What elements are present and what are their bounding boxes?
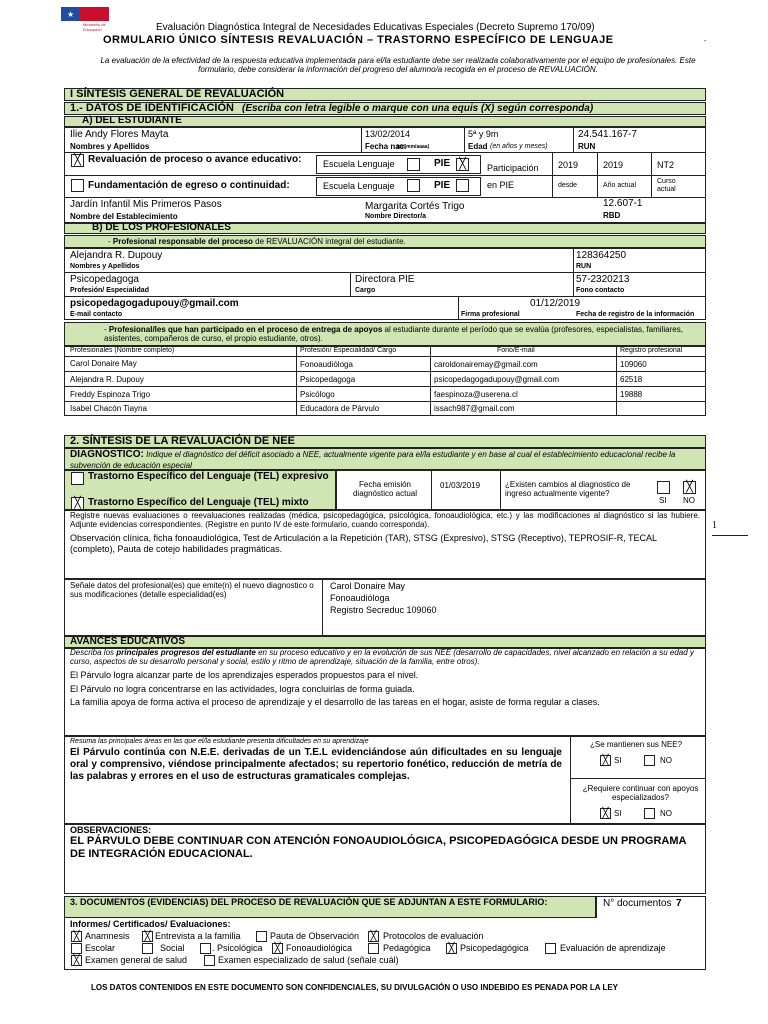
doc-checkbox-escolar[interactable]	[71, 943, 82, 954]
form-title: ORMULARIO ÚNICO SÍNTESIS REVALUACIÓN – TRASTORNO ESPECÍFICO DE LENGUAJE	[103, 34, 614, 46]
doc-checkbox-entrevista[interactable]: ╳	[142, 931, 153, 942]
tel-expresivo-label: Trastorno Específico del Lenguaje (TEL) expresivo	[88, 471, 329, 482]
support-si-checkbox[interactable]: ╳	[600, 808, 611, 819]
changes-question: ¿Existen cambios al diagnostico de ingreso actualmente vigente?	[505, 480, 631, 499]
doc-label-psicopedagogica: Psicopedagógica	[460, 943, 529, 953]
progress-description: Describa los principales progresos del estudiante en su proceso educativo y en la evolución de sus NEE (desarrollo de capacidades, nivel alcanzado en relación a su edad y curso, aspectos de su desarrollo personal y social, estilo y ritmo de aprendizaje, situación de la familia, entre otros).	[70, 648, 694, 667]
doc-label-social: Social	[160, 943, 185, 953]
identification-hint: (Escriba con letra legible o marque con una equis (X) según corresponda)	[242, 103, 594, 114]
table-row-registry: 62518	[620, 375, 643, 384]
prof-run: 128364250	[576, 250, 627, 261]
prof-signature-label: Firma profesional	[461, 311, 520, 318]
diagnosis-date-label: Fecha emisión diagnóstico actual	[352, 480, 418, 499]
prof-email: psicopedagogadupouy@gmail.com	[70, 298, 239, 309]
prof-date: 01/12/2019	[530, 298, 581, 309]
nee-maintained-si-label: SI	[614, 756, 622, 765]
nee-maintained-no-label: NO	[660, 756, 672, 765]
school-label: Nombre del Establecimiento	[70, 212, 178, 221]
doc-label-evaluacion: Evaluación de aprendizaje	[560, 943, 666, 953]
tel-mixto-checkbox[interactable]: ╳	[71, 497, 84, 510]
nee-maintained-si-checkbox[interactable]: ╳	[600, 755, 611, 766]
desde-year: 2019	[558, 160, 579, 170]
table-row-registry: 109060	[620, 360, 647, 369]
col-header-name: Profesionales (Nombre completo)	[70, 347, 175, 354]
prof-email-label: E-mail contacto	[70, 311, 123, 318]
table-row-profession: Educadora de Párvulo	[300, 404, 380, 413]
doc-checkbox-social[interactable]	[142, 943, 153, 954]
fundamentacion-label: Fundamentación de egreso o continuidad:	[88, 180, 290, 191]
changes-no-checkbox[interactable]: ╳	[683, 481, 696, 494]
student-age-label: Edad	[468, 142, 488, 151]
doc-checkbox-evaluacion[interactable]	[545, 943, 556, 954]
prof-run-label: RUN	[576, 263, 592, 270]
identification-title: 1.- DATOS DE IDENTIFICACIÓN	[70, 102, 234, 114]
difficulties-label: Resuma las principales áreas en las que el/la estudiante presenta dificultades en su aprendizaje	[70, 738, 369, 745]
school-name: Jardín Infantil Mis Primeros Pasos	[70, 199, 222, 210]
changes-no-label: NO	[683, 496, 695, 505]
pie-checkbox-2[interactable]	[456, 179, 469, 192]
student-dob-label: Fecha nac.	[365, 142, 407, 151]
doc-label-examen-especializado: Examen especializado de salud (señale cuál)	[218, 955, 399, 965]
doc-checkbox-pauta[interactable]	[256, 931, 267, 942]
student-dob: 13/02/2014	[365, 129, 411, 139]
table-row-name: Freddy Espinoza Trigo	[70, 390, 151, 399]
responsible-label: - Profesional responsable del proceso de REVALUACIÓN integral del estudiante.	[108, 237, 406, 246]
diagnosis-hint: DIAGNÓSTICO: Indique el diagnóstico del déficit asociado a NEE, actualmente vigente para el/la estudiante y en base al cual el establecimiento educacional recibe la subvención de educación especial	[70, 449, 676, 470]
nee-maintained-no-checkbox[interactable]	[644, 755, 655, 766]
doc-label-entrevista: Entrevista a la familia	[155, 931, 241, 941]
changes-si-label: SI	[659, 496, 667, 505]
changes-si-checkbox[interactable]	[657, 481, 670, 494]
student-title: A) DEL ESTUDIANTE	[82, 115, 182, 126]
doc-checkbox-psicopedagogica[interactable]: ╳	[446, 943, 457, 954]
documents-count: 7	[676, 898, 682, 909]
doc-checkbox-pedagogica[interactable]	[368, 943, 379, 954]
nee-title: 2. SÍNTESIS DE LA REVALUACIÓN DE NEE	[70, 435, 295, 447]
section-general-title: I SÍNTESIS GENERAL DE REVALUACIÓN	[70, 88, 285, 100]
rbd-label: RBD	[603, 211, 621, 220]
issuer-line3: Registro Secreduc 109060	[330, 605, 437, 615]
ministry-logo: ★ Ministerio de Educación	[55, 7, 111, 52]
director-label: Nombre Director/a	[365, 213, 427, 220]
revaluacion-label: Revaluación de proceso o avance educativo:	[88, 154, 302, 165]
diagnosis-date: 01/03/2019	[440, 481, 481, 490]
prof-cargo-label: Cargo	[355, 287, 376, 294]
difficulties-text: El Párvulo continúa con N.E.E. derivadas de un T.E.L evidenciándose aún dificultades en su lenguaje oral y comprensivo, viéndose principalmente afectados; su repertorio fonético, reducción de metría de las palabras y errores en el uso de estructuras gramaticales complejas.	[70, 747, 562, 782]
doc-label-pedagogica: Pedagógica	[383, 943, 431, 953]
doc-label-escolar: Escolar	[85, 943, 116, 953]
support-question: ¿Requiere continuar con apoyos especializados?	[582, 784, 699, 803]
escuela-lenguaje-checkbox-2[interactable]	[407, 179, 420, 192]
observations-label: OBSERVACIONES:	[70, 825, 152, 835]
documents-subtitle: Informes/ Certificados/ Evaluaciones:	[70, 919, 231, 929]
table-row-contact: caroldonairemay@gmail.com	[434, 360, 538, 369]
documents-count-label: N° documentos	[603, 898, 672, 909]
escuela-lenguaje-label: Escuela Lenguaje	[323, 159, 395, 169]
progress-line1: El Párvulo logra alcanzar parte de los aprendizajes esperados propuestos para el nivel.	[70, 670, 419, 680]
confidentiality-footer: LOS DATOS CONTENIDOS EN ESTE DOCUMENTO SON CONFIDENCIALES, SU DIVULGACIÓN O USO INDEBIDO ES PENADA POR LA LEY	[91, 983, 619, 992]
doc-label-fonoaudiologica: Fonoaudiológica	[286, 943, 353, 953]
doc-checkbox-psicologica[interactable]	[200, 943, 211, 954]
student-run-label: RUN	[578, 142, 596, 151]
prof-name-label: Nombres y Apellidos	[70, 263, 140, 270]
header-dash: -	[704, 38, 707, 45]
col-header-contact: Fono/E-mail	[497, 347, 535, 354]
col-header-registry: Registro profesional	[620, 347, 683, 354]
student-name-label: Nombres y Apellidos	[70, 142, 150, 151]
participants-label: - Profesional/les que han participado en el proceso de entrega de apoyos al estudiante durante el período que se evalúa (profesores, especialistas, familiares, asistentes, compañeros de curso, el propio estudiante, otros).	[104, 325, 683, 344]
fundamentacion-checkbox[interactable]	[71, 179, 84, 192]
anio-actual-year: 2019	[603, 160, 624, 170]
doc-label-anamnesis: Anamnesis	[85, 931, 130, 941]
progress-line2: El Párvulo no logra concentrarse en las actividades, logra concluirlas de forma guiada.	[70, 684, 415, 694]
header-note: La evaluación de la efectividad de la respuesta educativa implementada para el/la estudiante debe ser realizada colaborativamente por el equipo de profesionales. Este formulario, debe considerar la información del progreso del alumno/a recogida en el proceso de REVALUACIÓN.	[100, 56, 696, 75]
support-si-label: SI	[614, 809, 622, 818]
table-row-contact: issach987@gmail.com	[434, 404, 515, 413]
doc-checkbox-examen-general[interactable]: ╳	[71, 955, 82, 966]
doc-label-examen-general: Examen general de salud	[85, 955, 188, 965]
table-row-name: Alejandra R. Dupouy	[70, 375, 144, 384]
table-row-contact: psicopedagogadupouy@gmail.com	[434, 375, 560, 384]
prof-date-label: Fecha de registro de la información	[576, 311, 695, 318]
curso-value: NT2	[657, 160, 675, 170]
doc-checkbox-anamnesis[interactable]: ╳	[71, 931, 82, 942]
curso-label: Curso actual	[657, 178, 676, 194]
table-row-profession: Psicopedagoga	[300, 375, 356, 384]
table-row-name: Carol Donaire May	[70, 359, 137, 368]
issuer-line1: Carol Donaire May	[330, 581, 406, 591]
doc-label-pauta: Pauta de Observación	[270, 931, 360, 941]
support-no-label: NO	[660, 809, 672, 818]
desde-label: desde	[558, 182, 578, 189]
pie-label: PIE	[434, 158, 451, 169]
col-header-profession: Profesión/ Especialidad/ Cargo	[300, 347, 397, 354]
table-row-contact: faespinoza@userena.cl	[434, 390, 518, 399]
participacion-label: Participación en PIE	[487, 163, 539, 191]
evaluations-text: Observación clínica, ficha fonoaudiológica, Test de Articulación a la Repetición (TAR), STSG (Expresivo), STSG (Receptivo), TEPROSIF-R, TECAL (completo), Pauta de cotejo habilidades pragmáticas.	[70, 533, 657, 554]
director-name: Margarita Cortés Trigo	[365, 201, 465, 212]
escuela-lenguaje-checkbox-1[interactable]	[407, 158, 420, 171]
student-age: 5ª y 9m	[468, 129, 499, 139]
table-row-profession: Fonoaudióloga	[300, 360, 353, 369]
prof-cargo: Directora PIE	[355, 274, 415, 285]
evaluations-label: Registre nuevas evaluaciones o reevaluaciones realizadas (médica, psicopedagógica, psicológica, fonoaudiológica, etc.) y las modificaciones al diagnóstico si las hubiere. Adjunte evidencias correspondientes. (Registre en punto IV de este formulario, cuando corresponda).	[70, 511, 700, 530]
margin-line	[712, 535, 748, 536]
logo-text: Ministerio de Educación	[83, 22, 106, 32]
rbd-value: 12.607-1	[603, 198, 643, 209]
progress-title: AVANCES EDUCATIVOS	[70, 636, 186, 647]
doc-checkbox-examen-especializado[interactable]	[204, 955, 215, 966]
issuer-label: Señale datos del profesional(es) que emite(n) el nuevo diagnostico o sus modificaciones (detalle especialidad(es)	[70, 581, 314, 600]
prof-profession-label: Profesión/ Especialidad	[70, 287, 149, 294]
student-age-hint: (en años y meses)	[490, 143, 548, 150]
tel-expresivo-checkbox[interactable]	[71, 472, 84, 485]
nee-maintained-question: ¿Se mantienen sus NEE?	[590, 740, 683, 749]
table-row-name: Isabel Chacón Tiayna	[70, 404, 147, 413]
student-dob-format: (dd/mm/aaaa)	[397, 144, 430, 150]
observations-text: EL PÁRVULO DEBE CONTINUAR CON ATENCIÓN FONOAUDIOLÓGICA, PSICOPEDAGÓGICA DESDE UN PROGRAMA DE INTEGRACIÓN EDUCACIONAL.	[70, 835, 687, 860]
pie-checkbox-1[interactable]: ╳	[456, 158, 469, 171]
support-no-checkbox[interactable]	[644, 808, 655, 819]
anio-actual-label: Año actual	[603, 182, 637, 189]
prof-profession: Psicopedagoga	[70, 274, 139, 285]
table-row-profession: Psicólogo	[300, 390, 335, 399]
prof-phone-label: Fono contacto	[576, 287, 625, 294]
doc-checkbox-protocolos[interactable]: ╳	[368, 931, 379, 942]
student-run: 24.541.167-7	[578, 129, 637, 140]
table-row-registry: 19888	[620, 390, 643, 399]
tel-mixto-label: Trastorno Específico del Lenguaje (TEL) mixto	[88, 497, 309, 508]
escuela-lenguaje-label-2: Escuela Lenguaje	[323, 181, 395, 191]
doc-label-psicologica: . Psicológica	[212, 943, 263, 953]
documents-title: 3. DOCUMENTOS (EVIDENCIAS) DEL PROCESO DE REVALUACIÓN QUE SE ADJUNTAN A ESTE FORMULARIO:	[70, 897, 548, 907]
pie-label-2: PIE	[434, 180, 451, 191]
revaluacion-checkbox[interactable]: ╳	[71, 154, 84, 167]
professionals-title: B) DE LOS PROFESIONALES	[92, 222, 231, 233]
prof-phone: 57-2320213	[576, 274, 630, 285]
doc-label-protocolos: Protocolos de evaluación	[383, 931, 484, 941]
progress-line3: La familia apoya de forma activa el proceso de aprendizaje y el desarrollo de las tareas en el hogar, asiste de forma regular a clases.	[70, 697, 600, 707]
prof-name: Alejandra R. Dupouy	[70, 250, 163, 261]
margin-number: 1	[712, 520, 717, 531]
header-line1: Evaluación Diagnóstica Integral de Necesidades Educativas Especiales (Decreto Supremo 170/09)	[156, 22, 595, 33]
doc-checkbox-fonoaudiologica[interactable]: ╳	[272, 943, 283, 954]
issuer-line2: Fonoaudióloga	[330, 593, 390, 603]
student-name: Ilie Andy Flores Mayta	[70, 129, 169, 140]
